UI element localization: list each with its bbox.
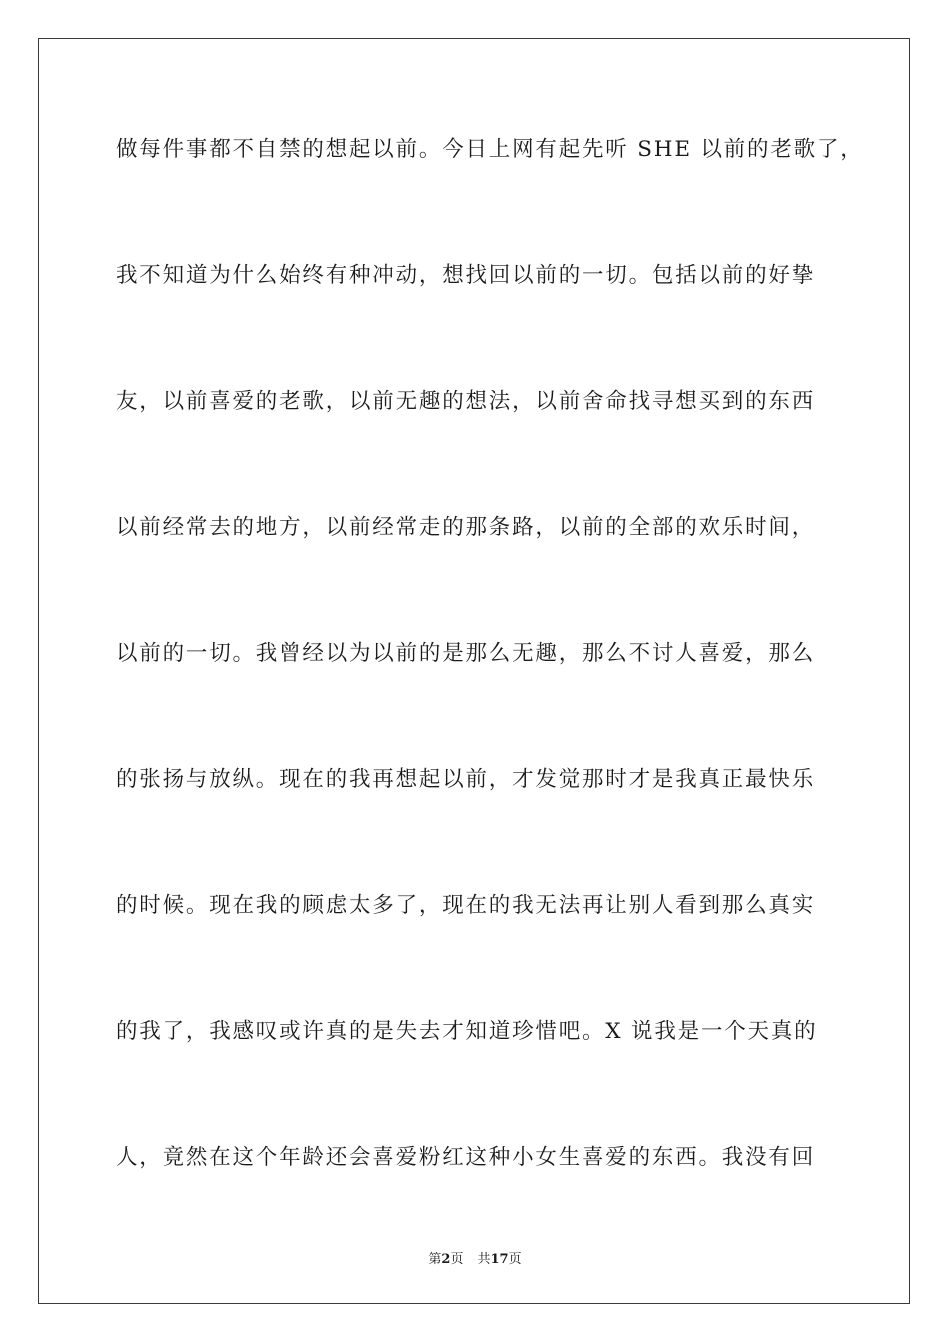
text-line: 我不知道为什么始终有种冲动，想找回以前的一切。包括以前的好挚 xyxy=(116,263,816,288)
page-footer xyxy=(0,1248,950,1267)
total-pages: 17 xyxy=(490,1252,509,1267)
text-line: 做每件事都不自禁的想起以前。今日上网有起先听 SHE 以前的老歌了， xyxy=(116,137,864,162)
text-line: 人，竟然在这个年龄还会喜爱粉红这种小女生喜爱的东西。我没有回 xyxy=(116,1145,816,1170)
page-suffix: 页 xyxy=(450,1252,464,1267)
text-line: 友，以前喜爱的老歌，以前无趣的想法，以前舍命找寻想买到的东西 xyxy=(116,389,816,414)
text-line: 的时候。现在我的顾虑太多了，现在的我无法再让别人看到那么真实 xyxy=(116,893,816,918)
total-suffix: 页 xyxy=(508,1252,522,1267)
total-prefix: 共 xyxy=(477,1252,491,1267)
page-number: 2 xyxy=(441,1252,451,1267)
text-line: 的张扬与放纵。现在的我再想起以前，才发觉那时才是我真正最快乐 xyxy=(116,767,816,792)
text-line: 以前的一切。我曾经以为以前的是那么无趣，那么不讨人喜爱，那么 xyxy=(116,641,816,666)
text-line: 以前经常去的地方，以前经常走的那条路，以前的全部的欢乐时间， xyxy=(116,515,816,540)
page-prefix: 第 xyxy=(428,1252,442,1267)
document-body xyxy=(116,118,864,1252)
text-line: 的我了，我感叹或许真的是失去才知道珍惜吧。X 说我是一个天真的 xyxy=(116,1019,818,1044)
